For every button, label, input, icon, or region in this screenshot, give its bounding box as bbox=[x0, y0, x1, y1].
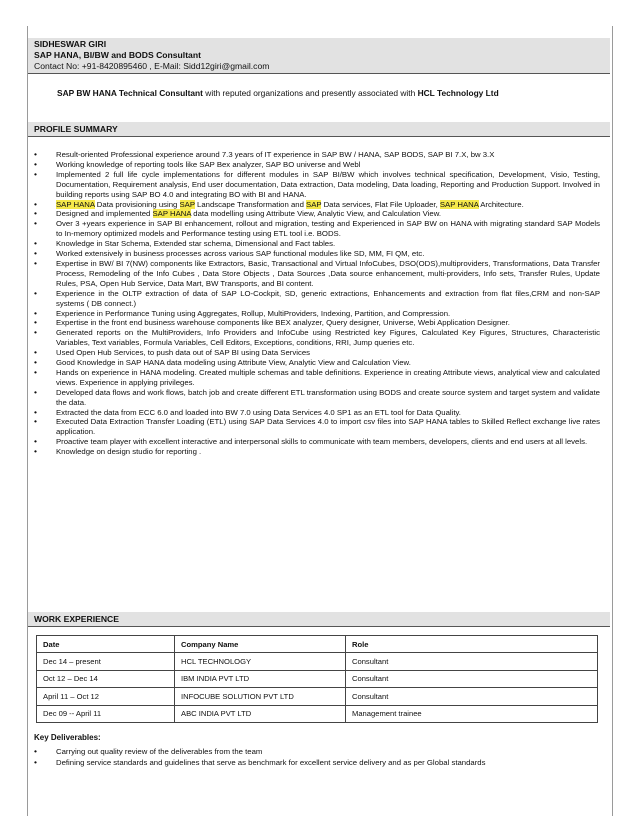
cell-date: Oct 12 – Dec 14 bbox=[37, 670, 175, 687]
list-item: • Result-oriented Professional experience around 7.3 years of IT experience in SAP BW / HANA, SAP BODS, SAP BI 7.X, bw 3.X bbox=[34, 150, 600, 160]
highlight: SAP bbox=[179, 199, 195, 209]
list-item: • Knowledge on design studio for reporting . bbox=[34, 447, 600, 457]
list-item: • Proactive team player with excellent interactive and interpersonal skills to communicate with team members, developers, clients and end users at all levels. bbox=[34, 437, 600, 447]
list-item: • Used Open Hub Services, to push data out of SAP BI using Data Services bbox=[34, 348, 600, 358]
list-item: • Working knowledge of reporting tools like SAP Bex analyzer, SAP BO universe and Webl bbox=[34, 160, 600, 170]
list-item: • Experience in Performance Tuning using Aggregates, Rollup, MultiProviders, Indexing, Partition, and Compression. bbox=[34, 309, 600, 319]
text-run: data modelling using Attribute View, Analytic View, and Calculation View. bbox=[191, 209, 442, 219]
table-row bbox=[37, 670, 598, 687]
text-run: Architecture. bbox=[478, 199, 524, 209]
profile-divider bbox=[28, 136, 610, 137]
deliverables-list bbox=[34, 746, 600, 768]
col-date-header: Date bbox=[37, 636, 175, 653]
list-item: • Expertise in the front end business warehouse components like BEX analyzer, Query designer, Universe, Webi Application Designer. bbox=[34, 318, 600, 328]
work-divider bbox=[28, 626, 610, 627]
list-item: • Experience in the OLTP extraction of data of SAP LO-Cockpit, SD, generic extractions, Enhancements and extraction from flat files,CRM and non-SAP systems ( DB connect.) bbox=[34, 289, 600, 309]
highlight: SAP HANA bbox=[56, 199, 95, 209]
cell-company: ABC INDIA PVT LTD bbox=[175, 705, 346, 722]
header-divider bbox=[28, 73, 610, 74]
list-item: • Good Knowledge in SAP HANA data modeling using Attribute View, Analytic View and Calculation View. bbox=[34, 358, 600, 368]
list-item: • Knowledge in Star Schema, Extended star schema, Dimensional and Fact tables. bbox=[34, 239, 600, 249]
list-item: • Defining service standards and guidelines that serve as benchmark for excellent service delivery and as per Global standards bbox=[34, 757, 600, 768]
table-row bbox=[37, 688, 598, 705]
cell-role: Consultant bbox=[346, 670, 598, 687]
text-run: Designed and implemented bbox=[56, 209, 153, 219]
highlight: SAP bbox=[306, 199, 322, 209]
table-row bbox=[37, 705, 598, 722]
profile-list bbox=[34, 150, 600, 457]
tagline-middle: with reputed organizations and presently associated with bbox=[202, 88, 418, 98]
list-item: • Carrying out quality review of the deliverables from the team bbox=[34, 746, 600, 757]
list-item bbox=[34, 200, 600, 210]
cell-role: Consultant bbox=[346, 653, 598, 670]
cell-date: Dec 09 -- April 11 bbox=[37, 705, 175, 722]
text-run: Data services, Flat File Uploader, bbox=[321, 199, 440, 209]
cell-date: Dec 14 – present bbox=[37, 653, 175, 670]
profile-heading: PROFILE SUMMARY bbox=[34, 124, 118, 134]
cell-role: Consultant bbox=[346, 688, 598, 705]
list-item bbox=[34, 209, 600, 219]
table-header-row bbox=[37, 636, 598, 653]
cell-company: HCL TECHNOLOGY bbox=[175, 653, 346, 670]
list-item: • Developed data flows and work flows, batch job and create different ETL transformation using BODS and create source system and target system and validate the data. bbox=[34, 388, 600, 408]
cell-company: IBM INDIA PVT LTD bbox=[175, 670, 346, 687]
tagline-role: SAP BW HANA Technical Consultant bbox=[57, 88, 203, 98]
text-run: Landscape Transformation and bbox=[194, 199, 307, 209]
col-company-header: Company Name bbox=[175, 636, 346, 653]
highlight: SAP HANA bbox=[439, 199, 479, 209]
table-row bbox=[37, 653, 598, 670]
work-table bbox=[36, 635, 598, 723]
tagline bbox=[57, 88, 499, 98]
highlight: SAP HANA bbox=[152, 209, 192, 219]
contact-line: Contact No: +91-8420895460 , E-Mail: Sidd12giri@gmail.com bbox=[34, 61, 270, 71]
list-item: • Extracted the data from ECC 6.0 and loaded into BW 7.0 using Data Services 4.0 SP1 as an ETL tool for Data Quality. bbox=[34, 408, 600, 418]
candidate-headline: SAP HANA, BI/BW and BODS Consultant bbox=[34, 50, 201, 60]
list-item: • Over 3 +years experience in SAP BI enhancement, rollout and migration, testing and Experienced in SAP BW on HANA with migrating standard SAP Models to In-memory optimized models and Performance testing using ETL tool i.e. BODS. bbox=[34, 219, 600, 239]
list-item: • Hands on experience in HANA modeling. Created multiple schemas and table definitions. Experience in creating Attribute views, analytical view and calculated views. Experience in applying privileges. bbox=[34, 368, 600, 388]
list-item: • Generated reports on the MultiProviders, Info Providers and InfoCube using Restricted key Figures, Calculated Key Figures, Structures, Characteristic Variables, Text variables, Formula Variables, Cell Editors, Exceptions, conditions, RRI, Jump queries etc. bbox=[34, 328, 600, 348]
col-role-header: Role bbox=[346, 636, 598, 653]
list-item: • Implemented 2 full life cycle implementations for different modules in SAP BI/BW which involves technical specification, Development, Visio, Testing, Documentation, Requirement analysis, End user documentation, Data extraction, Data modeling, Data loading, Reporting and Production Support. Involved in building reports using SAP BO 4.0 and integrating BO with BI and HANA. bbox=[34, 170, 600, 200]
candidate-name: SIDHESWAR GIRI bbox=[34, 39, 107, 49]
list-item: • Worked extensively in business processes across various SAP functional modules like SD, MM, FI QM, etc. bbox=[34, 249, 600, 259]
cell-date: April 11 – Oct 12 bbox=[37, 688, 175, 705]
work-heading: WORK EXPERIENCE bbox=[34, 614, 119, 624]
list-item: • Executed Data Extraction Transfer Loading (ETL) using SAP Data Services 4.0 to import csv files into SAP HANA tables to Skilled Reflect exchange live rates application. bbox=[34, 417, 600, 437]
cell-role: Management trainee bbox=[346, 705, 598, 722]
tagline-company: HCL Technology Ltd bbox=[417, 88, 499, 98]
deliverables-heading: Key Deliverables: bbox=[34, 733, 101, 742]
list-item: • Expertise in BW/ BI 7(NW) components like Extractors, Basic, Transactional and Virtual InfoCubes, DSO(ODS),multiproviders, Transformations, Data Transfer Process, Remodeling of the Info Cubes , Data Store Objects , Data Sources ,Data source enhancement, multi-providers, Info sets, Transfer Rules, Update Rules, PSA, Open Hub Service, Data Mart, BW Transports, and BI content. bbox=[34, 259, 600, 289]
cell-company: INFOCUBE SOLUTION PVT LTD bbox=[175, 688, 346, 705]
text-run: Data provisioning using bbox=[94, 199, 180, 209]
